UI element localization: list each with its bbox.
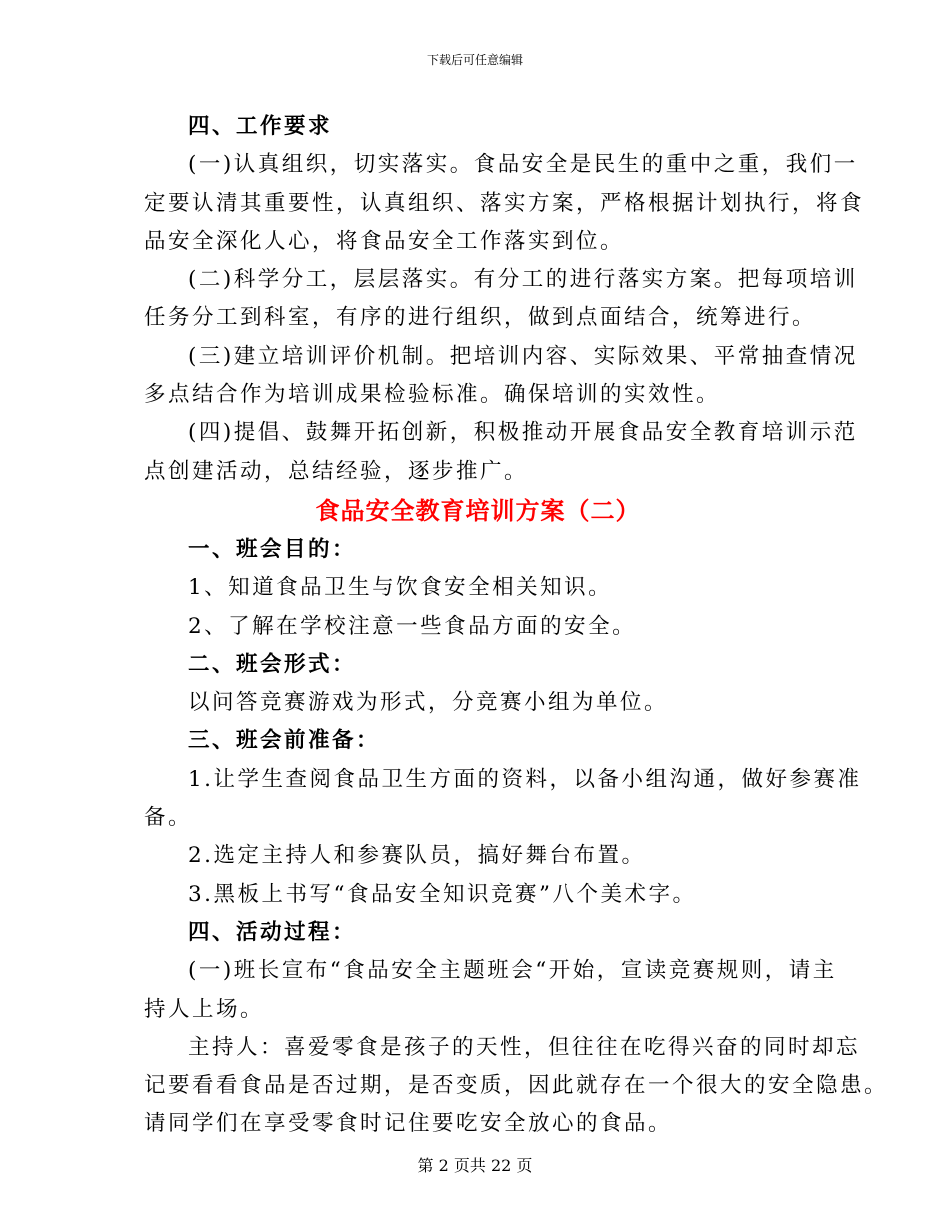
list-item: 3.黑板上书写“食品安全知识竞赛”八个美术字。 (188, 881, 697, 907)
list-item: 2、了解在学校注意一些食品方面的安全。 (188, 613, 637, 639)
paragraph-line: 主持人：喜爱零食是孩子的天性，但往往在吃得兴奋的同时却忘 (188, 1034, 861, 1060)
document-title: 食品安全教育培训方案（二） (315, 495, 641, 525)
paragraph-line: (四)提倡、鼓舞开拓创新，积极推动开展食品安全教育培训示范 (188, 420, 858, 446)
section-heading: 四、工作要求 (188, 114, 333, 139)
page-header: 下载后可任意编辑 (426, 53, 523, 67)
paragraph-line: (一)认真组织，切实落实。食品安全是民生的重中之重，我们一 (188, 152, 858, 178)
paragraph-line: 持人上场。 (144, 996, 265, 1022)
paragraph-line: (二)科学分工，层层落实。有分工的进行落实方案。把每项培训 (188, 267, 858, 293)
document-body (144, 108, 889, 1144)
paragraph-line: 点创建活动，总结经验，逐步推广。 (144, 458, 529, 484)
paragraph-line: (三)建立培训评价机制。把培训内容、实际效果、平常抽查情况 (188, 343, 858, 369)
list-item: 1、知道食品卫生与饮食安全相关知识。 (188, 575, 613, 601)
list-item-continuation: 备。 (144, 805, 193, 831)
paragraph-line: 任务分工到科室，有序的进行组织，做到点面结合，统筹进行。 (144, 305, 817, 331)
section-heading: 二、班会形式： (188, 651, 357, 677)
page-footer: 第 2 页共 22 页 (417, 1156, 533, 1175)
section-heading: 四、活动过程： (188, 919, 357, 945)
paragraph-line: 定要认清其重要性，认真组织、落实方案，严格根据计划执行，将食 (144, 190, 865, 216)
paragraph-line: 品安全深化人心，将食品安全工作落实到位。 (144, 228, 625, 254)
paragraph-line: 请同学们在享受零食时记住要吃安全放心的食品。 (144, 1111, 673, 1137)
list-item: 1.让学生查阅食品卫生方面的资料，以备小组沟通，做好参赛准 (188, 766, 862, 792)
section-heading: 一、班会目的： (188, 536, 357, 562)
list-item: 2.选定主持人和参赛队员，搞好舞台布置。 (188, 843, 646, 869)
paragraph-line: (一)班长宣布“食品安全主题班会“开始，宣读竞赛规则，请主 (188, 958, 837, 984)
paragraph-line: 多点结合作为培训成果检验标准。确保培训的实效性。 (144, 382, 721, 408)
paragraph-line: 记要看看食品是否过期，是否变质，因此就存在一个很大的安全隐患。 (144, 1073, 889, 1099)
section-heading: 三、班会前准备： (188, 728, 381, 754)
paragraph-line: 以问答竞赛游戏为形式，分竞赛小组为单位。 (188, 690, 669, 716)
